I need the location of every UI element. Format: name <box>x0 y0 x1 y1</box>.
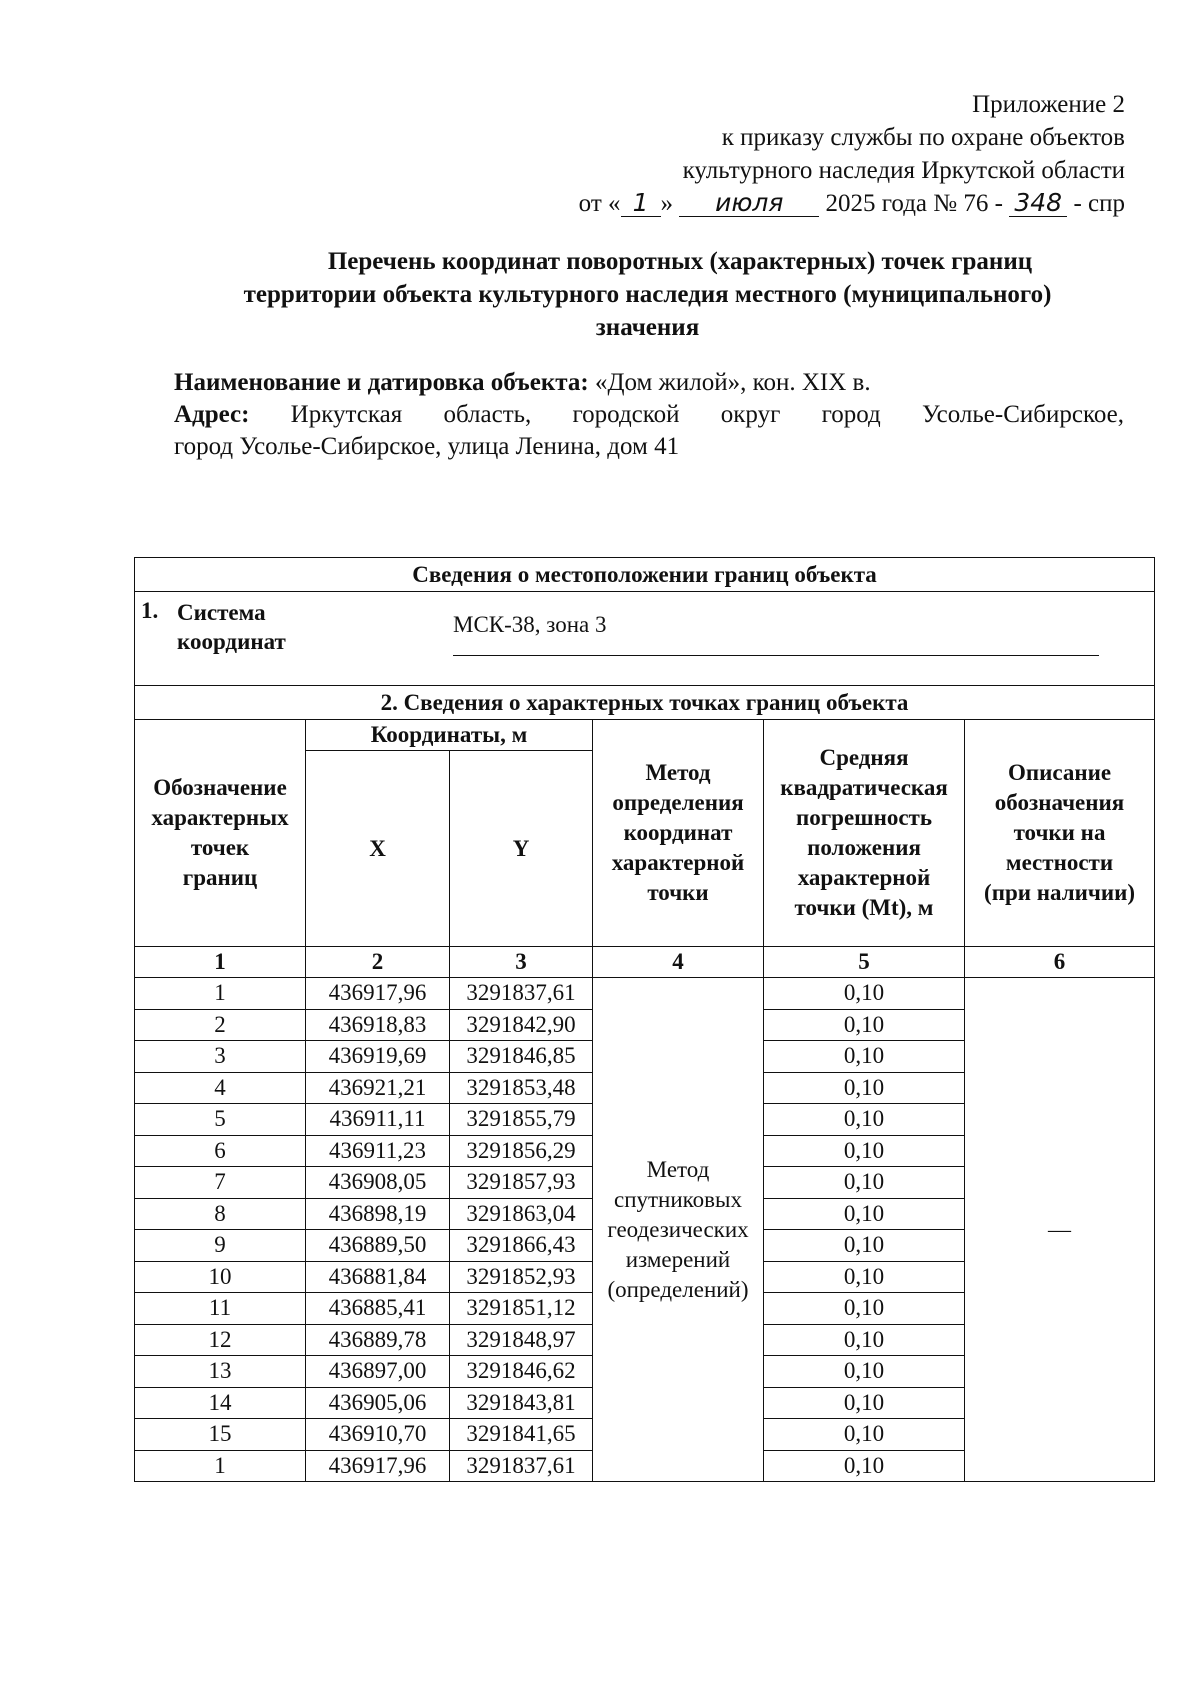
point-id-cell: 4 <box>135 1072 306 1104</box>
header-error <box>764 720 965 947</box>
address-word: Усолье-Сибирское, <box>921 401 1124 428</box>
point-id-cell: 7 <box>135 1167 306 1199</box>
mt-error-cell: 0,10 <box>764 1135 965 1167</box>
header-text: погрешность <box>795 805 933 830</box>
header-text: Средняя <box>819 745 909 770</box>
handwritten-day: 1 <box>621 190 661 217</box>
x-coordinate-cell: 436889,50 <box>306 1230 450 1262</box>
y-coordinate-cell: 3291837,61 <box>450 1450 593 1482</box>
system-label <box>177 598 286 656</box>
date-prefix: от « <box>578 190 621 217</box>
y-coordinate-cell: 3291841,65 <box>450 1419 593 1451</box>
date-mid: » <box>660 190 674 217</box>
x-coordinate-cell: 436905,06 <box>306 1387 450 1419</box>
system-label-line-1: Система <box>177 600 266 625</box>
x-coordinate-cell: 436910,70 <box>306 1419 450 1451</box>
header-coordinates: Координаты, м <box>306 720 593 751</box>
mt-error-cell: 0,10 <box>764 1104 965 1136</box>
y-coordinate-cell: 3291856,29 <box>450 1135 593 1167</box>
header-description <box>965 720 1155 947</box>
header-text: точки (Mt), м <box>794 895 934 920</box>
y-coordinate-cell: 3291866,43 <box>450 1230 593 1262</box>
header-text: характерной <box>797 865 931 890</box>
x-coordinate-cell: 436885,41 <box>306 1293 450 1325</box>
mt-error-cell: 0,10 <box>764 1072 965 1104</box>
address-word: область, <box>443 401 532 428</box>
column-number: 2 <box>306 947 450 978</box>
header-designation <box>135 720 306 947</box>
system-value: МСК-38, зона 3 <box>453 612 607 637</box>
point-id-cell: 9 <box>135 1230 306 1262</box>
address-word: Иркутская <box>290 401 403 428</box>
table-row <box>135 978 1155 1010</box>
point-id-cell: 1 <box>135 978 306 1010</box>
address-word: городской <box>572 401 680 428</box>
appendix-line-3: культурного наследия Иркутской области <box>682 157 1125 184</box>
column-number: 3 <box>450 947 593 978</box>
point-id-cell: 12 <box>135 1324 306 1356</box>
system-label-line-2: координат <box>177 629 286 654</box>
y-coordinate-cell: 3291848,97 <box>450 1324 593 1356</box>
method-text-line: геодезических <box>607 1216 749 1242</box>
handwritten-month: июля <box>679 190 819 217</box>
title-line-2: территории объекта культурного наследия местного (муниципального) <box>243 281 1052 308</box>
header-text: границ <box>182 865 258 890</box>
order-suffix: - спр <box>1073 190 1125 217</box>
coordinate-system-cell <box>135 592 1155 686</box>
header-text: точек <box>190 835 250 860</box>
object-name-label: Наименование и датировка объекта: <box>174 369 589 396</box>
mt-error-cell: 0,10 <box>764 1293 965 1325</box>
header-text: точки <box>647 880 709 905</box>
point-id-cell: 5 <box>135 1104 306 1136</box>
header-text: Обозначение <box>153 775 287 800</box>
header-text: квадратическая <box>780 775 948 800</box>
y-coordinate-cell: 3291855,79 <box>450 1104 593 1136</box>
header-y: Y <box>450 751 593 947</box>
object-info <box>174 367 1124 463</box>
y-coordinate-cell: 3291853,48 <box>450 1072 593 1104</box>
appendix-date-line <box>485 187 1125 220</box>
address-label: Адрес: <box>174 401 250 428</box>
mt-error-cell: 0,10 <box>764 1450 965 1482</box>
y-coordinate-cell: 3291857,93 <box>450 1167 593 1199</box>
method-text-line: измерений <box>625 1246 731 1272</box>
column-number: 5 <box>764 947 965 978</box>
point-id-cell: 8 <box>135 1198 306 1230</box>
method-text-line: Метод <box>646 1156 710 1182</box>
x-coordinate-cell: 436911,11 <box>306 1104 450 1136</box>
header-text: характерных <box>151 805 289 830</box>
mt-error-cell: 0,10 <box>764 1387 965 1419</box>
mt-error-cell: 0,10 <box>764 1167 965 1199</box>
appendix-line-2: к приказу службы по охране объектов <box>721 124 1125 151</box>
header-text: положения <box>807 835 921 860</box>
mt-error-cell: 0,10 <box>764 1356 965 1388</box>
column-number: 1 <box>135 947 306 978</box>
method-text-line: (определений) <box>607 1276 749 1302</box>
description-cell: — <box>965 978 1155 1482</box>
appendix-header <box>485 88 1125 220</box>
object-name-line <box>174 367 1124 399</box>
mt-error-cell: 0,10 <box>764 978 965 1010</box>
x-coordinate-cell: 436898,19 <box>306 1198 450 1230</box>
x-coordinate-cell: 436918,83 <box>306 1009 450 1041</box>
y-coordinate-cell: 3291846,62 <box>450 1356 593 1388</box>
title-line-3: значения <box>595 314 700 341</box>
y-coordinate-cell: 3291842,90 <box>450 1009 593 1041</box>
system-number: 1. <box>141 598 159 623</box>
x-coordinate-cell: 436917,96 <box>306 978 450 1010</box>
coordinates-table <box>134 557 1155 1482</box>
points-section-title: 2. Сведения о характерных точках границ объекта <box>135 686 1155 720</box>
header-method <box>593 720 764 947</box>
x-coordinate-cell: 436897,00 <box>306 1356 450 1388</box>
address-word: округ <box>720 401 781 428</box>
point-id-cell: 11 <box>135 1293 306 1325</box>
header-text: характерной <box>611 850 745 875</box>
y-coordinate-cell: 3291843,81 <box>450 1387 593 1419</box>
method-cell <box>593 978 764 1482</box>
x-coordinate-cell: 436921,21 <box>306 1072 450 1104</box>
x-coordinate-cell: 436919,69 <box>306 1041 450 1073</box>
order-year-text: 2025 года № 76 - <box>825 190 1003 217</box>
mt-error-cell: 0,10 <box>764 1198 965 1230</box>
address-line-2: город Усолье-Сибирское, улица Ленина, дом 41 <box>174 433 680 460</box>
document-title <box>170 245 1125 344</box>
column-number: 4 <box>593 947 764 978</box>
header-x: X <box>306 751 450 947</box>
object-name-value: «Дом жилой», кон. XIX в. <box>588 369 871 396</box>
mt-error-cell: 0,10 <box>764 1324 965 1356</box>
header-text: Метод <box>645 760 711 785</box>
y-coordinate-cell: 3291837,61 <box>450 978 593 1010</box>
mt-error-cell: 0,10 <box>764 1009 965 1041</box>
address-word: город <box>821 401 881 428</box>
x-coordinate-cell: 436889,78 <box>306 1324 450 1356</box>
point-id-cell: 10 <box>135 1261 306 1293</box>
mt-error-cell: 0,10 <box>764 1419 965 1451</box>
x-coordinate-cell: 436881,84 <box>306 1261 450 1293</box>
system-value-underline <box>453 655 1099 656</box>
handwritten-order-number: 348 <box>1009 190 1067 217</box>
title-line-1: Перечень координат поворотных (характерных) точек границ <box>327 248 1033 275</box>
point-id-cell: 13 <box>135 1356 306 1388</box>
point-id-cell: 1 <box>135 1450 306 1482</box>
appendix-line-1: Приложение 2 <box>972 91 1125 118</box>
header-text: точки на <box>1013 820 1106 845</box>
x-coordinate-cell: 436911,23 <box>306 1135 450 1167</box>
header-text: обозначения <box>994 790 1125 815</box>
point-id-cell: 3 <box>135 1041 306 1073</box>
header-text: координат <box>623 820 733 845</box>
mt-error-cell: 0,10 <box>764 1230 965 1262</box>
header-text: местности <box>1005 850 1114 875</box>
address-line-1 <box>174 399 1124 431</box>
point-id-cell: 15 <box>135 1419 306 1451</box>
point-id-cell: 6 <box>135 1135 306 1167</box>
mt-error-cell: 0,10 <box>764 1261 965 1293</box>
column-number: 6 <box>965 947 1155 978</box>
point-id-cell: 14 <box>135 1387 306 1419</box>
point-id-cell: 2 <box>135 1009 306 1041</box>
column-number-row <box>135 947 1155 978</box>
y-coordinate-cell: 3291846,85 <box>450 1041 593 1073</box>
data-rows <box>135 978 1155 1482</box>
header-text: Описание <box>1007 760 1112 785</box>
header-text: определения <box>612 790 744 815</box>
method-text-line: спутниковых <box>613 1186 742 1212</box>
x-coordinate-cell: 436917,96 <box>306 1450 450 1482</box>
section-title: Сведения о местоположении границ объекта <box>135 558 1155 592</box>
x-coordinate-cell: 436908,05 <box>306 1167 450 1199</box>
y-coordinate-cell: 3291852,93 <box>450 1261 593 1293</box>
mt-error-cell: 0,10 <box>764 1041 965 1073</box>
y-coordinate-cell: 3291863,04 <box>450 1198 593 1230</box>
y-coordinate-cell: 3291851,12 <box>450 1293 593 1325</box>
header-text: (при наличии) <box>984 880 1135 905</box>
